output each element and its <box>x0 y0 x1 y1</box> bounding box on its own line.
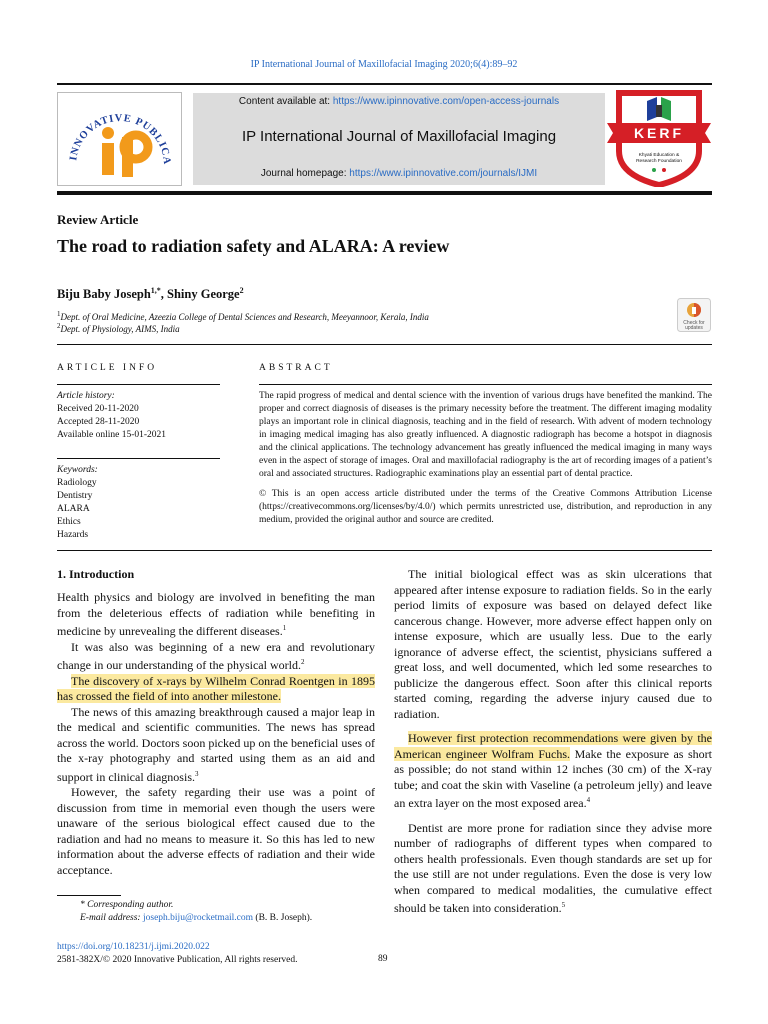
paragraph <box>57 705 375 786</box>
paragraph <box>57 590 375 640</box>
affiliation-1 <box>57 310 429 322</box>
paragraph <box>57 674 375 705</box>
paragraph-text: It was also was beginning of a new era and revolutionary change in our understanding of the physical world. <box>57 639 375 672</box>
check-updates-line1: Check for <box>683 320 705 326</box>
paragraph <box>394 731 712 812</box>
citation-ref[interactable]: 2 <box>300 658 305 666</box>
body-column-left <box>57 590 375 878</box>
author-affiliation-mark: 2 <box>239 286 244 295</box>
footnote-rule <box>57 895 121 896</box>
journal-homepage-link[interactable]: https://www.ipinnovative.com/journals/IJMI <box>349 168 538 179</box>
affiliation-text: Dept. of Oral Medicine, Azeezia College of Dental Sciences and Research, Meeyannoor, Kerala, India <box>60 312 429 322</box>
article-info-rule <box>57 384 220 385</box>
author-separator: , <box>160 287 168 302</box>
doi-link[interactable]: https://doi.org/10.18231/j.ijmi.2020.022 <box>57 942 210 952</box>
section-heading-introduction: 1. Introduction <box>57 567 135 581</box>
email-suffix: (B. B. Joseph). <box>253 913 313 923</box>
paper-title: The road to radiation safety and ALARA: A review <box>57 236 450 256</box>
kerf-ribbon-text: KERF <box>633 125 685 141</box>
article-type: Review Article <box>57 212 139 227</box>
paragraph-text: Make the exposure as short as possible; do not stand within 12 inches (30 cm) of the X-ray tube; and coat the skin with Vaseline (a petroleum jelly) and leave an extra layer on the most exposed area. <box>394 746 713 810</box>
affiliation-text: Dept. of Physiology, AIMS, India <box>60 324 180 334</box>
paragraph-text: Dentist are more prone for radiation since they advise more number of radiographs of different types when compared to others health professionals. Even though standards are set up for the use still are not under regulations. Even the dose is very low when compared to medical modalities, the cumulative effect should be taken into consideration. <box>394 820 712 915</box>
top-rule <box>57 83 712 85</box>
citation-ref[interactable]: 3 <box>194 769 199 778</box>
email-label: E-mail address: <box>80 913 143 923</box>
keyword[interactable]: Radiology <box>57 478 97 488</box>
check-for-updates-badge[interactable] <box>677 298 711 332</box>
copyright-line: 2581-382X/© 2020 Innovative Publication, All rights reserved. <box>57 955 298 965</box>
abstract-rule <box>259 384 712 385</box>
check-updates-icon <box>677 298 711 332</box>
journal-title: IP International Journal of Maxillofacial Imaging <box>241 128 557 145</box>
paragraph-text: The initial biological effect was as skin ulcerations that appeared after intense exposure to radiation fields. So in the early period limits of exposure was based on delayed defect like cancerous change. However, more adverse effect happen only on intense exposure, which are usually less. Due to the early ignorance of adverse effect, the scientist, physicians suffered a great loss, and well documented, which led some researches to publicize the dangerous effect. Soon after this clinical reports started coming, regarding the adverse injury caused due to radiation. <box>394 567 712 721</box>
abstract-heading: ABSTRACT <box>259 363 333 373</box>
running-head: IP International Journal of Maxillofacial Imaging 2020;6(4):89–92 <box>250 59 518 70</box>
keyword[interactable]: Ethics <box>57 517 81 527</box>
content-available-link[interactable]: https://www.ipinnovative.com/open-access-journals <box>332 96 560 107</box>
ip-logo-icon <box>58 93 181 185</box>
corresponding-author-label: * Corresponding author. <box>80 900 174 910</box>
paragraph-text: The news of this amazing breakthrough caused a major leap in the medical and scientific communities. The news has spread across the world. Doctors soon picked up on the beneficial uses of the x-ray photography and started using them as an aid and support in clinical diagnosis. <box>57 704 375 784</box>
body-column-right <box>394 567 712 917</box>
journal-homepage-label: Journal homepage: <box>260 168 350 179</box>
citation-ref[interactable]: 1 <box>282 624 287 632</box>
highlighted-text: The discovery of x-rays by Wilhelm Conrad Roentgen in 1895 has crossed the field of into another milestone. <box>57 673 375 703</box>
article-history <box>57 390 166 442</box>
affiliation-number: 1 <box>57 310 61 318</box>
paragraph <box>57 640 375 674</box>
keywords-label: Keywords: <box>57 465 98 475</box>
svg-text:INNOVATIVE PUBLICATION <box>58 93 172 165</box>
license-text: © This is an open access article distributed under the terms of the Creative Commons Attribution License (https://creativecommons.org/licenses/by/4.0/) which permits unrestricted use, distribution, and reproduction in any medium, provided the original author and source are credited. <box>259 489 712 525</box>
content-available-label: Content available at: <box>238 96 333 107</box>
keywords-block <box>57 464 98 542</box>
page-footer <box>57 941 297 967</box>
article-history-label: Article history: <box>57 391 115 401</box>
corresponding-author-footnote <box>80 899 312 925</box>
journal-homepage-line <box>193 168 605 179</box>
kerf-caption-1: Khyati Education & <box>638 153 680 158</box>
keywords-rule <box>57 458 220 459</box>
paragraph-text: Health physics and biology are involved in benefiting the man from the deleterious effects of radiation while benefiting in medicine by unrevealing the different diseases. <box>57 590 375 638</box>
keyword[interactable]: Hazards <box>57 530 89 540</box>
author-name[interactable]: Biju Baby Joseph <box>57 287 151 302</box>
received-date: Received 20-11-2020 <box>57 404 139 414</box>
journal-banner <box>193 93 605 185</box>
accepted-date: Accepted 28-11-2020 <box>57 417 140 427</box>
abstract-text: The rapid progress of medical and dental science with the invention of various drugs have benefited the mankind. The proper and correct diagnosis of diseases is the primary necessity before the treatment. The different imaging modality plays an important role in clinical diagnosis, teaching and in the field of research. With advent of modern technology in imaging medical imaging has also greatly influenced. A diagnostic radiograph has become a hotspot in diagnosis and the clinical applications. The technology advancement has greatly influenced the medical imaging in many ways even in the aspect of storage of images. Oral and maxillofacial radiography is the art of recording images of a patient’s oral and associated structures. Radiographic examinations play an essential part of dental practice. <box>259 391 712 479</box>
front-matter-rule <box>57 344 712 345</box>
highlighted-text: However first protection recommendations were given by the American engineer Wolfram Fuchs. <box>394 731 712 761</box>
content-available-line <box>193 96 605 107</box>
author-email-link[interactable]: joseph.biju@rocketmail.com <box>142 913 254 923</box>
kerf-shield-icon <box>607 87 711 187</box>
check-updates-line2: updates <box>685 325 703 331</box>
paragraph-text: However, the safety regarding their use was a point of discussion from time in memorial even though the users were unaware of the serious biological effect caused due to the radiation and had no means to measure it. So this has led to new information about the adverse effects of radiation and their wide acceptance. <box>57 785 375 877</box>
citation-ref[interactable]: 5 <box>561 901 566 909</box>
innovative-publication-logo <box>57 92 182 186</box>
author-name[interactable]: Shiny George <box>167 287 240 302</box>
citation-ref[interactable]: 4 <box>586 796 591 804</box>
keyword[interactable]: Dentistry <box>57 491 93 501</box>
affiliation-2 <box>57 322 180 334</box>
abstract-bottom-rule <box>57 550 712 551</box>
kerf-caption-2: Research Foundation <box>636 159 682 164</box>
banner-bottom-rule <box>57 191 712 195</box>
affiliation-number: 2 <box>57 322 61 330</box>
paragraph <box>394 567 712 722</box>
author-affiliation-mark: 1,* <box>150 286 161 295</box>
paragraph <box>394 821 712 917</box>
kerf-logo <box>607 87 711 187</box>
page-number: 89 <box>378 954 388 964</box>
online-date: Available online 15-01-2021 <box>57 430 167 440</box>
keyword[interactable]: ALARA <box>57 504 90 514</box>
abstract-body <box>259 390 712 527</box>
author-list <box>57 286 244 302</box>
paragraph <box>57 785 375 878</box>
article-info-heading: ARTICLE INFO <box>57 363 158 373</box>
logo-ring-text: INNOVATIVE PUBLICA <box>68 112 173 165</box>
